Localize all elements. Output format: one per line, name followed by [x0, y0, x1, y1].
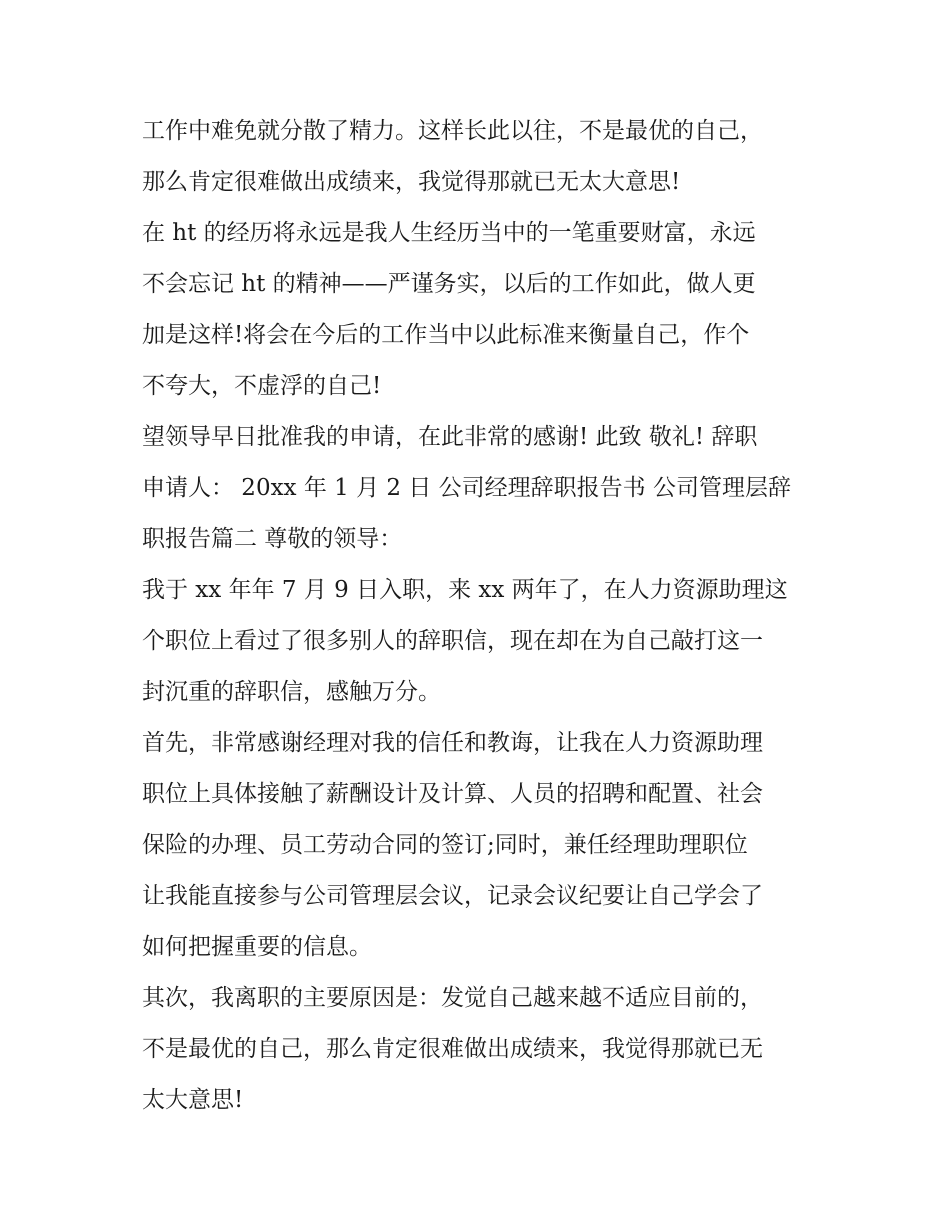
text-line: 那么肯定很难做出成绩来，我觉得那就已无太大意思!: [142, 169, 681, 195]
text-line: 工作中难免就分散了精力。这样长此以往，不是最优的自己，: [142, 118, 763, 144]
text-line: 让我能直接参与公司管理层会议，记录会议纪要让自己学会了: [142, 883, 763, 909]
text-line: 保险的办理、员工劳动合同的签订;同时，兼任经理助理职位: [142, 832, 748, 858]
text-line: 职位上具体接触了薪酬设计及计算、人员的招聘和配置、社会: [142, 781, 763, 807]
text-line: 不会忘记 ht 的精神——严谨务实，以后的工作如此，做人更: [142, 271, 756, 297]
text-line: 在 ht 的经历将永远是我人生经历当中的一笔重要财富，永远: [142, 220, 756, 246]
text-line: 个职位上看过了很多别人的辞职信，现在却在为自己敲打这一: [142, 628, 763, 654]
text-line: 如何把握重要的信息。: [142, 934, 372, 960]
text-line: 封沉重的辞职信，感触万分。: [142, 679, 441, 705]
text-line: 其次，我离职的主要原因是：发觉自己越来越不适应目前的，: [142, 985, 763, 1011]
document-body: [142, 106, 822, 1126]
text-line: 不是最优的自己，那么肯定很难做出成绩来，我觉得那就已无: [142, 1036, 763, 1062]
text-line: 我于 xx 年年 7 月 9 日入职，来 xx 两年了，在人力资源助理这: [142, 577, 788, 603]
text-line: 不夸大，不虚浮的自己!: [142, 373, 382, 399]
text-line: 首先，非常感谢经理对我的信任和教诲，让我在人力资源助理: [142, 730, 763, 756]
text-line: 望领导早日批准我的申请，在此非常的感谢! 此致 敬礼! 辞职: [142, 424, 758, 450]
text-line: 太大意思!: [142, 1087, 244, 1113]
text-line: 加是这样!将会在今后的工作当中以此标准来衡量自己，作个: [142, 322, 750, 348]
text-line: 申请人： 20xx 年 1 月 2 日 公司经理辞职报告书 公司管理层辞: [142, 475, 791, 501]
text-line: 职报告篇二 尊敬的领导：: [142, 526, 403, 552]
